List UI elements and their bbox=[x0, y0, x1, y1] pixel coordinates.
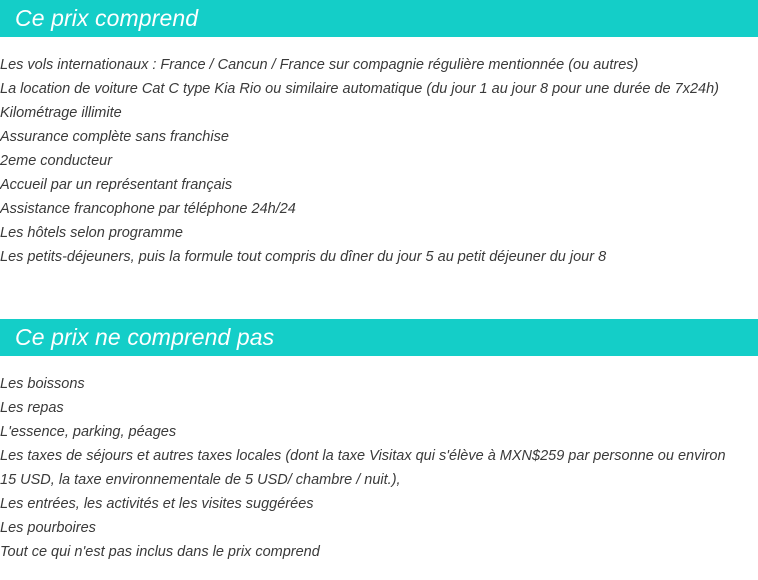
included-section-title: Ce prix comprend bbox=[15, 5, 199, 31]
excluded-section-title: Ce prix ne comprend pas bbox=[15, 324, 275, 350]
included-section-header bbox=[0, 0, 758, 37]
excluded-section-header bbox=[0, 319, 758, 356]
list-item: 2eme conducteur bbox=[0, 153, 113, 169]
included-items-list bbox=[0, 53, 745, 269]
list-item: Tout ce qui n'est pas inclus dans le prix comprend bbox=[0, 544, 320, 560]
list-item: Les repas bbox=[0, 400, 64, 416]
list-item: Assurance complète sans franchise bbox=[0, 129, 229, 145]
list-item: Les boissons bbox=[0, 376, 85, 392]
list-item: Les vols internationaux : France / Cancun / France sur compagnie régulière mentionnée (ou autres) bbox=[0, 57, 639, 73]
list-item: Assistance francophone par téléphone 24h/24 bbox=[0, 201, 296, 217]
list-item: Accueil par un représentant français bbox=[0, 177, 233, 193]
list-item: Les hôtels selon programme bbox=[0, 225, 183, 241]
list-item: Les pourboires bbox=[0, 520, 96, 536]
list-item: Les taxes de séjours et autres taxes locales (dont la taxe Visitax qui s'élève à MXN$259 par personne ou environ 15 USD, la taxe environnementale de 5 USD/ chambre / nuit.), bbox=[0, 448, 726, 488]
list-item: Kilométrage illimite bbox=[0, 105, 122, 121]
list-item: L'essence, parking, péages bbox=[0, 424, 177, 440]
list-item: Les entrées, les activités et les visites suggérées bbox=[0, 496, 314, 512]
list-item: La location de voiture Cat C type Kia Rio ou similaire automatique (du jour 1 au jour 8 pour une durée de 7x24h) bbox=[0, 81, 719, 97]
list-item: Les petits-déjeuners, puis la formule tout compris du dîner du jour 5 au petit déjeuner du jour 8 bbox=[0, 249, 607, 265]
excluded-items-list bbox=[0, 372, 745, 564]
